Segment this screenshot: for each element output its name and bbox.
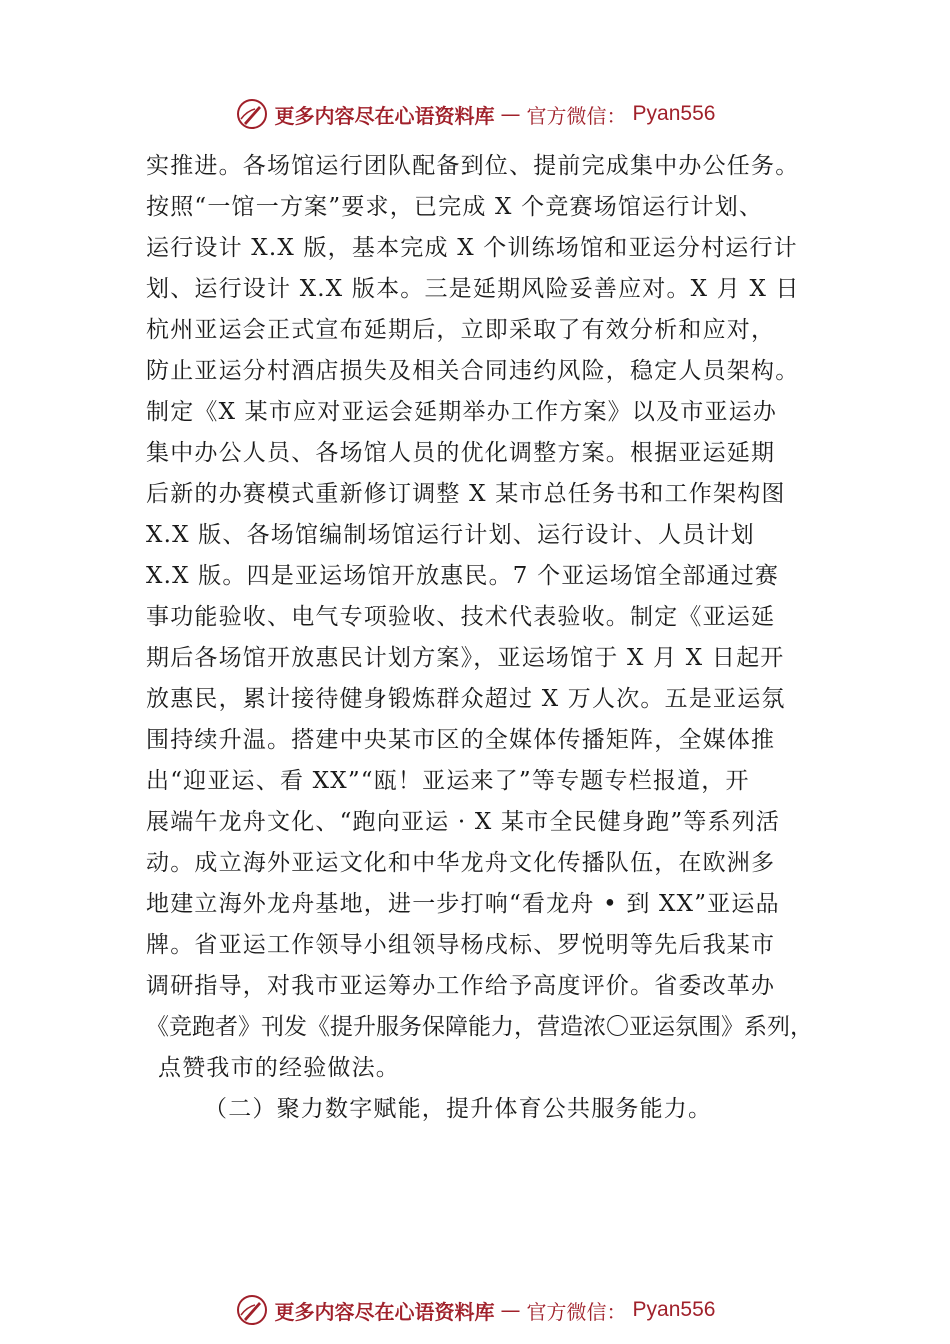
body-line: 集中办公人员、各场馆人员的优化调整方案。根据亚运延期 — [146, 440, 776, 466]
body-line: 展端午龙舟文化、“跑向亚运 · X 某市全民健身跑”等系列活 — [146, 809, 781, 835]
quill-pen-icon — [235, 97, 269, 131]
section-heading: （二）聚力数字赋能，提升体育公共服务能力。 — [204, 1096, 713, 1122]
body-line: 期后各场馆开放惠民计划方案》，亚运场馆于 X 月 X 日起开 — [146, 645, 785, 671]
body-line: 后新的办赛模式重新修订调整 X 某市总任务书和工作架构图 — [146, 481, 786, 507]
body-line: 放惠民，累计接待健身锻炼群众超过 X 万人次。五是亚运氛 — [146, 686, 786, 712]
body-line: 调研指导，对我市亚运筹办工作给予高度评价。省委改革办 — [146, 973, 776, 999]
body-line: X.X 版。四是亚运场馆开放惠民。7 个亚运场馆全部通过赛 — [146, 563, 780, 589]
footer-wechat-id: Pyan556 — [632, 1298, 716, 1321]
body-line: 出“迎亚运、看 XX”“瓯！亚运来了”等专题专栏报道，开 — [146, 768, 750, 794]
body-line: 地建立海外龙舟基地，进一步打响“看龙舟 • 到 XX”亚运品 — [146, 891, 780, 917]
body-line: 事功能验收、电气专项验收、技术代表验收。制定《亚运延 — [146, 604, 776, 630]
body-line: 杭州亚运会正式宣布延期后，立即采取了有效分析和应对， — [146, 317, 776, 343]
body-line: 牌。省亚运工作领导小组领导杨戌标、罗悦明等先后我某市 — [146, 932, 776, 958]
body-line: 制定《X 某市应对亚运会延期举办工作方案》以及市亚运办 — [146, 399, 778, 425]
banner-separator: — — [500, 102, 521, 126]
body-line: 划、运行设计 X.X 版本。三是延期风险妥善应对。X 月 X 日 — [146, 276, 800, 302]
body-line: 《竞跑者》刊发《提升服务保障能力，营造浓〇亚运氛围》系列， — [146, 1014, 813, 1040]
footer-official-label: 官方微信： — [526, 1299, 627, 1324]
body-line: 防止亚运分村酒店损失及相关合同违约风险，稳定人员架构。 — [146, 358, 800, 384]
footer-separator: — — [500, 1298, 521, 1322]
body-line: 按照“一馆一方案”要求，已完成 X 个竞赛场馆运行计划、 — [146, 194, 764, 220]
banner-wechat-id: Pyan556 — [632, 102, 716, 125]
body-line: 实推进。各场馆运行团队配备到位、提前完成集中办公任务。 — [146, 153, 800, 179]
body-line: 动。成立海外亚运文化和中华龙舟文化传播队伍，在欧洲多 — [146, 850, 776, 876]
footer-main-text: 更多内容尽在心语资料库 — [274, 1299, 495, 1324]
document-body — [146, 146, 846, 1130]
header-watermark-banner — [0, 94, 950, 134]
body-line: 运行设计 X.X 版，基本完成 X 个训练场馆和亚运分村运行计 — [146, 235, 798, 261]
quill-pen-icon — [235, 1293, 269, 1327]
body-line: 围持续升温。搭建中央某市区的全媒体传播矩阵，全媒体推 — [146, 727, 776, 753]
body-line: X.X 版、各场馆编制场馆运行计划、运行设计、人员计划 — [146, 522, 755, 548]
banner-main-text: 更多内容尽在心语资料库 — [274, 103, 495, 128]
footer-watermark-banner — [0, 1290, 950, 1330]
body-line: 点赞我市的经验做法。 — [158, 1055, 400, 1081]
banner-official-label: 官方微信： — [526, 103, 627, 128]
